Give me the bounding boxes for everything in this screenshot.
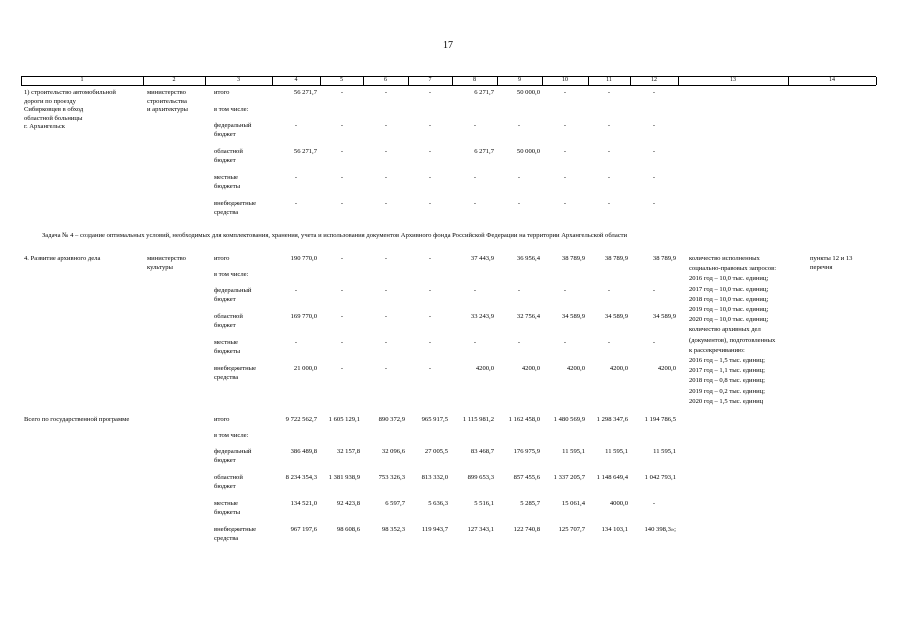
amount-cell: 32 756,4: [516, 313, 540, 320]
block1-name-line: областной больницы: [24, 114, 83, 122]
amount-cell: -: [563, 122, 567, 129]
amount-cell: 753 326,3: [378, 474, 405, 481]
funding-source-label: внебюджетные: [214, 365, 257, 372]
amount-cell: 1 115 981,2: [462, 416, 494, 423]
amount-cell: 11 595,1: [605, 448, 628, 455]
amount-cell: -: [563, 89, 567, 96]
amount-cell: 50 000,0: [516, 148, 540, 155]
reference-line: перечня: [810, 263, 833, 271]
block2-name-line: 4. Развитие архивного дела: [24, 255, 101, 262]
funding-source-label: федеральный: [214, 448, 252, 455]
column-number-header: 7: [428, 77, 432, 83]
amount-cell: -: [652, 148, 656, 155]
amount-cell: -: [428, 287, 432, 294]
amount-cell: 1 298 347,6: [596, 416, 628, 423]
amount-cell: -: [607, 174, 611, 181]
amount-cell: 34 589,9: [561, 313, 585, 320]
amount-cell: 1 194 786,5: [644, 416, 676, 423]
amount-cell: 38 789,9: [652, 255, 676, 262]
amount-cell: -: [517, 200, 521, 207]
amount-cell: 9 722 562,7: [285, 416, 317, 423]
amount-cell: -: [607, 287, 611, 294]
amount-cell: 176 975,9: [513, 448, 540, 455]
indicator-line: к рассекречиванию:: [689, 346, 745, 354]
amount-cell: 134 103,1: [601, 526, 628, 533]
amount-cell: -: [428, 122, 432, 129]
amount-cell: -: [473, 122, 477, 129]
amount-cell: -: [384, 313, 388, 320]
funding-source-label: местные: [214, 500, 238, 507]
amount-cell: -: [428, 200, 432, 207]
funding-source-label: областной: [214, 313, 243, 320]
amount-cell: 34 589,9: [604, 313, 628, 320]
column-number-header: 5: [340, 77, 343, 83]
funding-source-label: бюджеты: [214, 182, 241, 190]
header-bottom-border: [21, 85, 876, 86]
amount-cell: 140 398,3»;: [644, 526, 676, 533]
amount-cell: 32 157,8: [336, 448, 360, 455]
amount-cell: -: [473, 174, 477, 181]
amount-cell: 38 789,9: [604, 255, 628, 262]
column-number-header: 8: [473, 77, 476, 83]
amount-cell: 34 589,9: [652, 313, 676, 320]
block1-executor-line: строительства: [147, 97, 187, 105]
funding-source-label: бюджеты: [214, 347, 241, 355]
indicator-line: 2020 год – 10,0 тыс. единиц;: [689, 316, 769, 324]
amount-cell: 169 770,0: [290, 313, 317, 320]
amount-cell: 4200,0: [657, 365, 676, 372]
amount-cell: -: [384, 339, 388, 346]
page-number: 17: [443, 40, 453, 51]
amount-cell: -: [607, 148, 611, 155]
amount-cell: -: [384, 255, 388, 262]
block2-executor-line: культуры: [147, 263, 173, 271]
amount-cell: -: [294, 287, 298, 294]
funding-source-label: в том числе:: [214, 106, 249, 113]
amount-cell: 6 271,7: [474, 148, 494, 155]
amount-cell: -: [428, 148, 432, 155]
amount-cell: 4200,0: [609, 365, 628, 372]
funding-source-label: бюджет: [214, 156, 236, 164]
funding-source-label: средства: [214, 208, 239, 216]
amount-cell: 56 271,7: [293, 148, 317, 155]
indicator-line: 2016 год – 10,0 тыс. единиц;: [689, 275, 769, 283]
indicator-line: 2019 год – 0,2 тыс. единиц;: [689, 387, 765, 395]
amount-cell: 127 343,1: [467, 526, 494, 533]
column-number-header: 2: [172, 77, 176, 83]
amount-cell: -: [652, 200, 656, 207]
amount-cell: 1 162 458,0: [508, 416, 540, 423]
indicator-line: социально-правовых запросов:: [689, 265, 777, 273]
amount-cell: 98 352,3: [381, 526, 405, 533]
amount-cell: 813 332,0: [421, 474, 448, 481]
column-number-header: 9: [518, 77, 521, 83]
funding-source-label: бюджеты: [214, 508, 241, 516]
amount-cell: -: [294, 122, 298, 129]
funding-source-label: областной: [214, 474, 243, 481]
amount-cell: -: [428, 89, 432, 96]
amount-cell: 56 271,7: [293, 89, 317, 96]
amount-cell: 857 455,6: [513, 474, 540, 481]
header-column-divider: [876, 77, 877, 85]
column-number-header: 13: [730, 77, 736, 83]
amount-cell: 11 595,1: [562, 448, 585, 455]
block1-name-line: дороги по проезду: [24, 97, 76, 105]
amount-cell: 1 337 205,7: [553, 474, 585, 481]
amount-cell: -: [384, 89, 388, 96]
amount-cell: 4000,0: [609, 500, 628, 507]
amount-cell: 134 521,0: [290, 500, 317, 507]
amount-cell: 27 005,5: [424, 448, 448, 455]
amount-cell: 36 956,4: [516, 255, 540, 262]
amount-cell: 190 770,0: [290, 255, 317, 262]
amount-cell: -: [473, 200, 477, 207]
amount-cell: 92 423,8: [336, 500, 360, 507]
amount-cell: 98 608,6: [336, 526, 360, 533]
funding-source-label: местные: [214, 339, 238, 346]
amount-cell: 890 372,9: [378, 416, 405, 423]
indicator-line: (документов), подготовленных: [689, 336, 776, 344]
amount-cell: -: [563, 339, 567, 346]
funding-source-label: бюджет: [214, 321, 236, 329]
block2-executor-line: министерство: [147, 255, 186, 262]
funding-source-label: итого: [214, 255, 230, 262]
amount-cell: 125 707,7: [558, 526, 585, 533]
amount-cell: 33 243,9: [470, 313, 494, 320]
amount-cell: -: [340, 313, 344, 320]
funding-source-label: в том числе:: [214, 432, 249, 439]
block3-name-line: Всего по государственной программе: [24, 416, 130, 423]
funding-source-label: бюджет: [214, 482, 236, 490]
amount-cell: -: [294, 174, 298, 181]
block1-name-line: г. Архангельск: [24, 123, 65, 131]
column-number-header: 11: [606, 77, 612, 83]
amount-cell: -: [607, 89, 611, 96]
indicator-line: 2017 год – 1,1 тыс. единиц;: [689, 367, 765, 375]
amount-cell: -: [340, 122, 344, 129]
amount-cell: -: [384, 200, 388, 207]
indicator-line: 2018 год – 0,8 тыс. единиц;: [689, 377, 765, 385]
amount-cell: -: [473, 287, 477, 294]
amount-cell: -: [517, 174, 521, 181]
amount-cell: -: [384, 148, 388, 155]
column-number-header: 3: [237, 77, 240, 83]
amount-cell: -: [563, 287, 567, 294]
amount-cell: 1 042 793,1: [644, 474, 676, 481]
amount-cell: 119 943,7: [421, 526, 448, 533]
funding-source-label: бюджет: [214, 295, 236, 303]
amount-cell: 4200,0: [566, 365, 585, 372]
amount-cell: -: [340, 174, 344, 181]
amount-cell: 37 443,9: [470, 255, 494, 262]
block1-name-line: Сибирковцев в обход: [24, 106, 84, 114]
funding-source-label: федеральный: [214, 287, 252, 294]
column-number-header: 6: [384, 77, 387, 83]
amount-cell: -: [428, 313, 432, 320]
amount-cell: -: [340, 287, 344, 294]
block1-executor-line: и архитектуры: [147, 106, 188, 114]
amount-cell: 11 595,1: [653, 448, 676, 455]
amount-cell: -: [652, 339, 656, 346]
amount-cell: -: [652, 122, 656, 129]
amount-cell: -: [473, 339, 477, 346]
amount-cell: -: [563, 148, 567, 155]
amount-cell: -: [384, 122, 388, 129]
amount-cell: 8 234 354,3: [285, 474, 317, 481]
amount-cell: -: [428, 339, 432, 346]
amount-cell: 4200,0: [521, 365, 540, 372]
amount-cell: 1 381 938,9: [328, 474, 360, 481]
funding-source-label: внебюджетные: [214, 200, 257, 207]
block1-name-line: 1) строительство автомобильной: [24, 89, 116, 96]
amount-cell: 32 096,6: [381, 448, 405, 455]
amount-cell: -: [384, 174, 388, 181]
amount-cell: 5 516,1: [474, 500, 494, 507]
amount-cell: -: [340, 339, 344, 346]
column-number-header: 4: [294, 77, 298, 83]
funding-source-label: бюджет: [214, 456, 236, 464]
reference-line: пункты 12 и 13: [810, 255, 853, 262]
amount-cell: 965 917,5: [421, 416, 448, 423]
amount-cell: -: [384, 287, 388, 294]
subtask-4-heading: Задача № 4 – создание оптимальных условий, необходимых для комплектования, хранения, учета и использования документов Архивного фонда Российской Федерации на территории Архангельской области: [42, 232, 628, 239]
amount-cell: -: [607, 339, 611, 346]
amount-cell: -: [563, 200, 567, 207]
funding-source-label: в том числе:: [214, 271, 249, 278]
amount-cell: 5 285,7: [520, 500, 540, 507]
amount-cell: 1 480 569,9: [553, 416, 585, 423]
amount-cell: 5 636,3: [428, 500, 448, 507]
block1-executor-line: министерство: [147, 89, 186, 96]
column-number-header: 12: [651, 77, 657, 83]
column-number-header: 14: [829, 77, 835, 83]
amount-cell: -: [340, 365, 344, 372]
amount-cell: -: [340, 200, 344, 207]
amount-cell: -: [652, 287, 656, 294]
amount-cell: -: [652, 89, 656, 96]
amount-cell: -: [563, 174, 567, 181]
funding-source-label: средства: [214, 534, 239, 542]
amount-cell: -: [652, 500, 656, 507]
amount-cell: 50 000,0: [516, 89, 540, 96]
column-number-header: 10: [562, 77, 568, 83]
amount-cell: 1 605 129,1: [328, 416, 360, 423]
amount-cell: 15 061,4: [561, 500, 585, 507]
funding-source-label: федеральный: [214, 122, 252, 129]
amount-cell: -: [517, 287, 521, 294]
amount-cell: -: [340, 89, 344, 96]
amount-cell: -: [428, 174, 432, 181]
amount-cell: -: [517, 339, 521, 346]
amount-cell: 38 789,9: [561, 255, 585, 262]
amount-cell: -: [340, 255, 344, 262]
funding-source-label: местные: [214, 174, 238, 181]
amount-cell: -: [294, 339, 298, 346]
amount-cell: -: [384, 365, 388, 372]
amount-cell: 6 597,7: [385, 500, 405, 507]
amount-cell: -: [428, 365, 432, 372]
indicator-line: 2017 год – 10,0 тыс. единиц;: [689, 285, 769, 293]
amount-cell: 6 271,7: [474, 89, 494, 96]
amount-cell: 967 197,6: [290, 526, 317, 533]
amount-cell: 83 468,7: [470, 448, 494, 455]
indicator-line: 2020 год – 1,5 тыс. единиц: [689, 397, 764, 405]
amount-cell: 21 000,0: [293, 365, 317, 372]
amount-cell: 4200,0: [475, 365, 494, 372]
funding-source-label: бюджет: [214, 130, 236, 138]
amount-cell: -: [340, 148, 344, 155]
indicator-line: 2016 год – 1,5 тыс. единиц;: [689, 357, 765, 364]
amount-cell: 386 489,8: [290, 448, 317, 455]
amount-cell: -: [517, 122, 521, 129]
amount-cell: -: [294, 200, 298, 207]
funding-source-label: итого: [214, 416, 230, 423]
amount-cell: 122 740,8: [513, 526, 540, 533]
amount-cell: 1 148 649,4: [596, 474, 628, 481]
indicator-line: количество исполненных: [689, 255, 760, 262]
amount-cell: -: [428, 255, 432, 262]
funding-source-label: итого: [214, 89, 230, 96]
indicator-line: 2019 год – 10,0 тыс. единиц;: [689, 306, 769, 313]
amount-cell: 899 653,3: [467, 474, 494, 481]
indicator-line: количество архивных дел: [689, 326, 761, 334]
column-number-header: 1: [80, 77, 84, 83]
amount-cell: -: [652, 174, 656, 181]
indicator-line: 2018 год – 10,0 тыс. единиц;: [689, 295, 769, 303]
amount-cell: -: [607, 200, 611, 207]
funding-source-label: областной: [214, 148, 243, 155]
funding-source-label: внебюджетные: [214, 526, 257, 533]
funding-source-label: средства: [214, 373, 239, 381]
amount-cell: -: [607, 122, 611, 129]
